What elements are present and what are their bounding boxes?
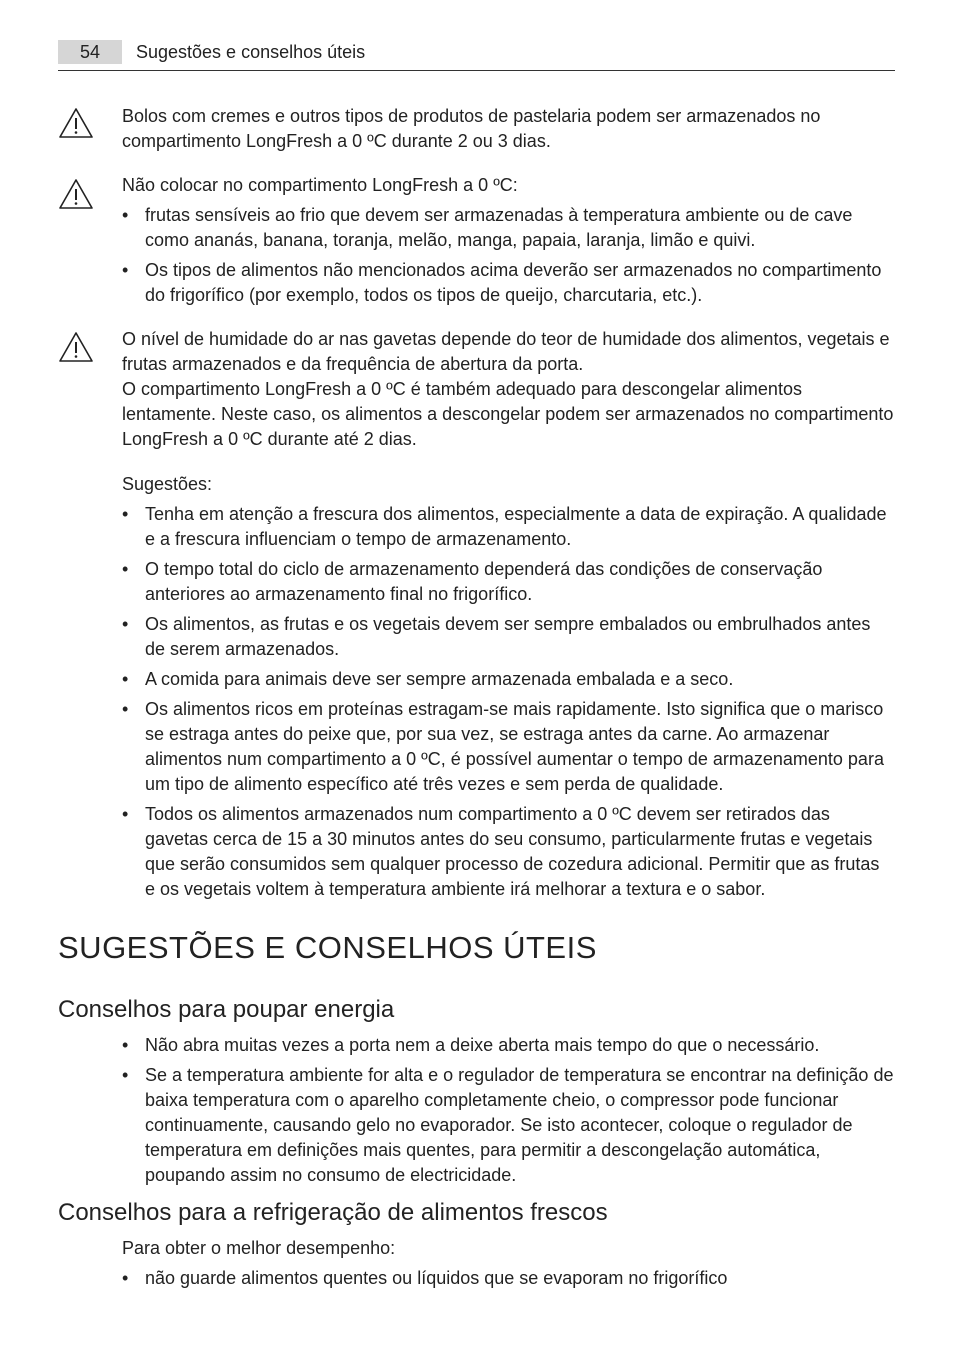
warning-triangle-icon: [58, 107, 94, 139]
page-number: 54: [58, 40, 122, 64]
warning-note-humidity: [122, 327, 894, 902]
fresh-food-intro: Para obter o melhor desempenho:: [122, 1238, 396, 1258]
page-header: [58, 38, 895, 71]
energy-tips-list: [122, 1033, 894, 1188]
fresh-food-tips: [122, 1236, 894, 1291]
header-title: Sugestões e conselhos úteis: [136, 42, 366, 62]
list-item: • Todos os alimentos armazenados num compartimento a 0 ºC devem ser retirados das gavetas cerca de 15 a 30 minutos antes do seu consumo, particularmente frutas e vegetais que serão consumidos sem qualquer processo de cozedura adicional. Permitir que as frutas e os vegetais voltem à temperatura ambiente irá melhorar a textura e o sabor.: [122, 802, 894, 902]
warning-paragraph: O nível de humidade do ar nas gavetas depende do teor de humidade dos alimentos, vegetais e frutas armazenados e da frequência de abertura da porta.: [122, 329, 890, 374]
list-item: • frutas sensíveis ao frio que devem ser armazenadas à temperatura ambiente ou de cave como ananás, banana, toranja, melão, manga, papaia, laranja, limão e quivi.: [122, 203, 894, 253]
fresh-food-list: [122, 1266, 894, 1291]
warning-intro: Não colocar no compartimento LongFresh a 0 ºC:: [122, 175, 518, 195]
warning-text: Bolos com cremes e outros tipos de produtos de pastelaria podem ser armazenados no compartimento LongFresh a 0 ºC durante 2 ou 3 dias.: [122, 106, 821, 151]
list-item: • Os alimentos ricos em proteínas estragam-se mais rapidamente. Isto significa que o marisco se estraga antes do peixe que, por sua vez, se estraga antes da carne. Ao armazenar alimentos num compartimento a 0 ºC, é possível aumentar o tempo de armazenamento para um tipo de alimento específico até três vezes e sem perda de qualidade.: [122, 697, 894, 797]
list-item: • Os alimentos, as frutas e os vegetais devem ser sempre embalados ou embrulhados antes de serem armazenados.: [122, 612, 894, 662]
list-item: • A comida para animais deve ser sempre armazenada embalada e a seco.: [122, 667, 894, 692]
warning-triangle-icon: [58, 178, 94, 210]
energy-tips: [122, 1033, 894, 1188]
subsection-title-fresh-food: Conselhos para a refrigeração de alimentos frescos: [58, 1199, 608, 1226]
list-item: • Não abra muitas vezes a porta nem a deixe aberta mais tempo do que o necessário.: [122, 1033, 894, 1058]
suggestions-label: Sugestões:: [122, 474, 213, 494]
list-item: • Tenha em atenção a frescura dos alimentos, especialmente a data de expiração. A qualidade e a frescura influenciam o tempo de armazenamento.: [122, 502, 894, 552]
list-item: • Se a temperatura ambiente for alta e o regulador de temperatura se encontrar na definição de baixa temperatura com o aparelho completamente cheio, o compressor pode funcionar continuamente, causando gelo no evaporador. Se isto acontecer, coloque o regulador de temperatura em definições mais quentes, para permitir a descongelação automática, poupando assim no consumo de electricidade.: [122, 1063, 894, 1188]
warning-triangle-icon: [58, 331, 94, 363]
list-item: • Os tipos de alimentos não mencionados acima deverão ser armazenados no compartimento do frigorífico (por exemplo, todos os tipos de queijo, charcutaria, etc.).: [122, 258, 894, 308]
warning-bullet-list: [122, 203, 894, 308]
suggestions-list: [122, 502, 894, 902]
warning-note-do-not-store: [122, 173, 894, 308]
warning-paragraph: O compartimento LongFresh a 0 ºC é também adequado para descongelar alimentos lentamente. Neste caso, os alimentos a descongelar podem ser armazenados no compartimento LongFresh a 0 ºC durante até 2 dias.: [122, 379, 894, 449]
subsection-title-energy: Conselhos para poupar energia: [58, 996, 395, 1023]
list-item: • O tempo total do ciclo de armazenamento dependerá das condições de conservação anteriores ao armazenamento final no frigorífico.: [122, 557, 894, 607]
section-title: SUGESTÕES E CONSELHOS ÚTEIS: [58, 930, 597, 965]
warning-note-longfresh-pastry: [122, 104, 894, 154]
list-item: • não guarde alimentos quentes ou líquidos que se evaporam no frigorífico: [122, 1266, 894, 1291]
